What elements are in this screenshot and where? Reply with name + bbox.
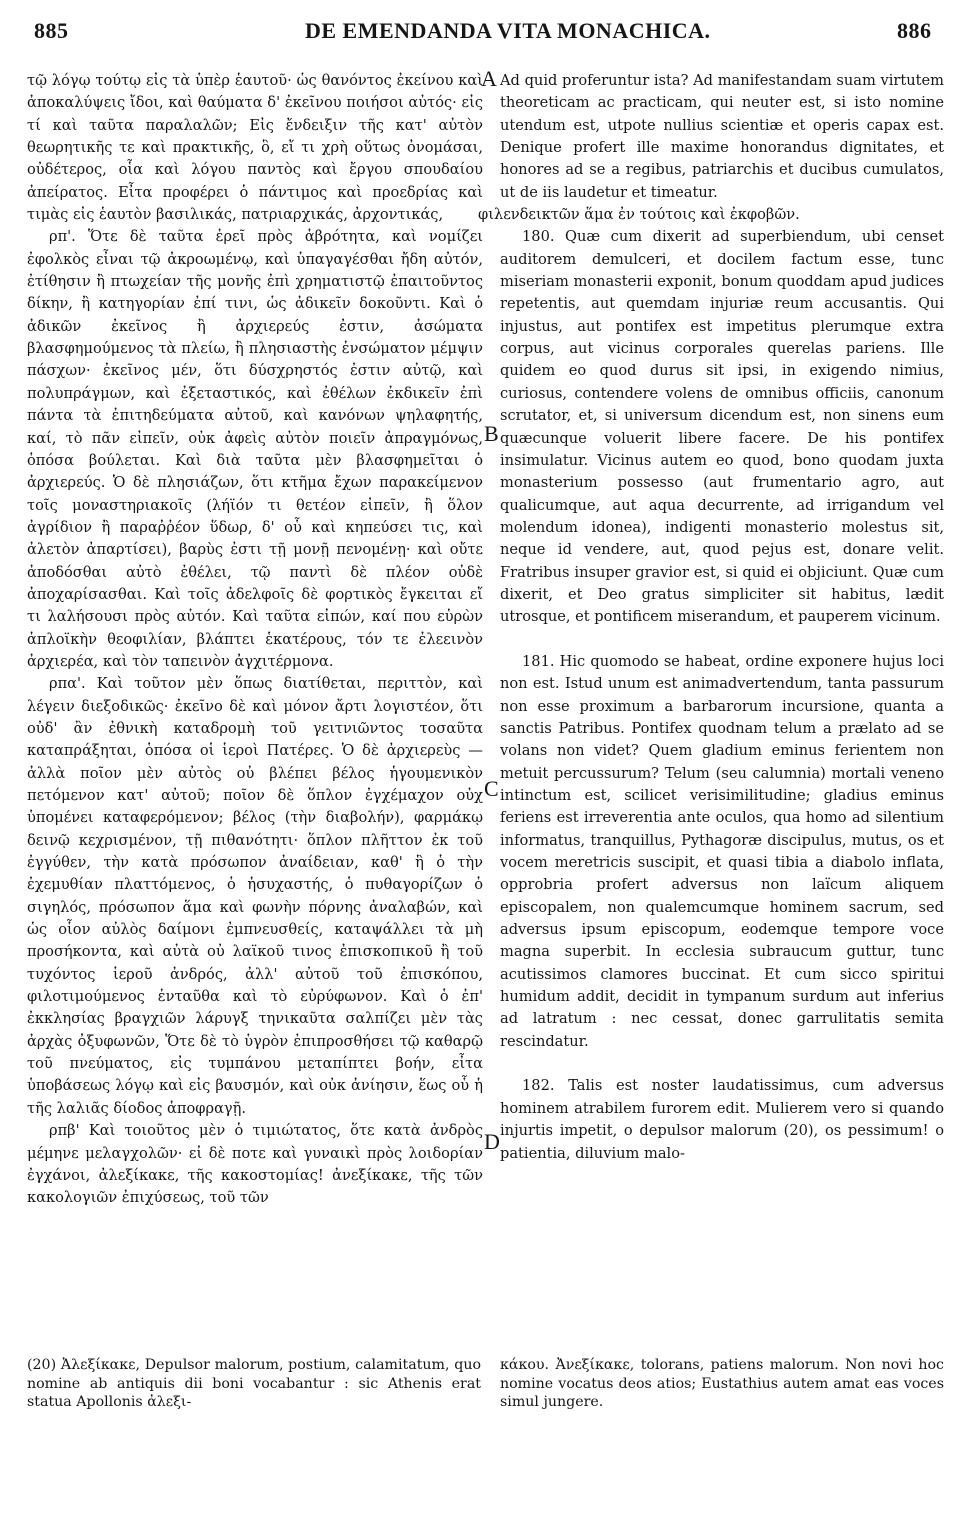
running-title: DE EMENDANDA VITA MONACHICA. [305, 18, 711, 43]
margin-letter-c: C [484, 776, 499, 801]
margin-letter-b: B [484, 421, 499, 446]
greek-paragraph-182: ρπβ' Καὶ τοιοῦτος μὲν ὁ τιμιώτατος, ὅτε κατὰ ἀνδρὸς μέμηνε μελαγχολῶν· εἰ δὲ ποτε καὶ γυναικὶ πρὸς λοιδορίαν ἐγχάνοι, ἀλεξίκακε, τῆς κακοστομίας! ἀνεξίκακε, τῆς τῶν κακολογιῶν ἐπιχύσεως, τοῦ τῶν [27, 1122, 483, 1207]
latin-paragraph-181: 181. Hic quomodo se habeat, ordine exponere hujus loci non est. Istud unum est animadvertendum, tanta passurum non esse proximum a barbarorum incursione, quanta a sanctis Patribus. Pontifex quodnam telum a prælato ad se volans non videt? Quem gladium eminus ferientem non metuit percussurum? Telum (seu calumnia) mortali veneno intinctum est, scilicet verisimilitudine; gladius eminus feriens est irreverentia ante oculos, qua homo ad silentium informatus, tranquillus, Pythagoræ discipulus, mutus, os et vocem meretricis suscipit, et quasi tibia a diabolo inflata, opprobria profert adversus non laïcum aliquem episcopalem, non qualemcumque hominem sacrum, sed adversus ipsum episcopum, eodemque tempore voce magna superbit. In ecclesia subraucum guttur, tunc acutissimos clamores buccinat. Et cum sicco spiritui humidum addit, decidit in tympanum surdum aut inferius ad latratum : nec cessat, donec garrulitatis semita rescindatur. [500, 652, 944, 1050]
latin-paragraph-182: 182. Talis est noster laudatissimus, cum adversus hominem atrabilem furorem edit. Mulierem vero si quando injurtis impetit, o depulsor malorum (20), os pessimum! o patientia, diluvium malo- [500, 1077, 944, 1162]
latin-column [478, 70, 944, 1165]
latin-paragraph-1: Ad quid proferuntur ista? Ad manifestandam suam virtutem theoreticam ac practicam, qui neuter est, si isto nomine utendum est, utpote nullius scientiæ et operis capax est. Denique profert ille maxime honorandus dignitates, et honores ad se a regibus, patriarchis et ducibus cumulatos, ut de iis laudetur et timeatur. [500, 72, 944, 201]
margin-letter-d: D [484, 1129, 500, 1154]
margin-letter-a: A [481, 66, 497, 91]
footnote-left: (20) Ἀλεξίκακε, Depulsor malorum, postium, calamitatum, quo nomine ab antiquis dii boni vocabantur : sic Athenis erat statua Apollonis ἀλεξι- [27, 1357, 481, 1410]
page-number-left: 885 [34, 18, 69, 43]
greek-paragraph-181: ρπα'. Καὶ τοῦτον μὲν ὅπως διατίθεται, περιττὸν, καὶ λέγειν διεξοδικῶς· ἐκεῖνο δὲ καὶ μόνον ἄρτι λογιστέον, ὅτι οὐδ' ἂν ἐθνικὴ καταδρομὴ τοῦ γειτνιῶντος τοσαῦτα καταπράξηται, ὁπόσα οἱ ἱεροὶ Πατέρες. Ὁ δὲ ἀρχιερεὺς — ἀλλὰ ποῖον μὲν αὐτὸς οὐ βλέπει βέλος ἡγουμενικὸν πετόμενον κατ' αὐτοῦ; ποῖον δὲ ὅπλον ἐγχέμαχον οὐχ ὑπομένει καταφερόμενον; βέλος (τὴν διαβολήν), φαρμάκῳ δεινῷ κεχρισμένον, τῇ πιθανότητι· ὅπλον πλῆττον ἐκ τοῦ ἐγγύθεν, τὴν κατὰ πρόσωπον ἀναίδειαν, καθ' ἣ ὁ τὴν ἐχεμυθίαν πλαττόμενος, ὁ ἡσυχαστής, ὁ πυθαγορίζων ὁ σιγηλός, πρόσωπον ἅμα καὶ φωνὴν πόρνης ἀναλαβών, καὶ ὡς οἷον αὐλὸς δαίμονι ἐμπνευσθείς, καταψάλλει τὰ μὴ προσήκοντα, καὶ αὐτὰ οὐ λαϊκοῦ τινος ἐπισκοπικοῦ ἢ τοῦ τυχόντος ἱεροῦ ἀνδρός, ἀλλ' αὐτοῦ τοῦ ἐπισκόπου, φιλοτιμούμενος ἐνταῦθα καὶ τὸ εὐρύφωνον. Καὶ ὁ ἐπ' ἐκκλησίας βραγχιῶν λάρυγξ τηνικαῦτα σαλπίζει μὲν τὰς ἀρχὰς ὀξυφωνῶν, Ὅτε δὲ τὸ ὑγρὸν ἐπιπροσθήσει τῷ καθαρῷ τοῦ πνεύματος, εἰς τυμπάνου μεταπίπτει βοήν, εἶτα ὑποβάσεως λόγῳ καὶ εἰς βαυσμόν, καὶ οὐκ ἀνίησιν, ἕως οὗ ἡ τῆς λαλιᾶς δίοδος ἀποφραγῇ. [27, 675, 483, 1117]
latin-greek-quote: φιλενδεικτῶν ἅμα ἐν τούτοις καὶ ἐκφοβῶν. [478, 206, 800, 224]
greek-paragraph-180: ρπ'. Ὅτε δὲ ταῦτα ἐρεῖ πρὸς ἁβρότητα, καὶ νομίζει ἐφολκὸς εἶναι τῷ ἀκροωμένῳ, καὶ ὑπαγαγέσθαι ἤδη αὐτόν, ἐτίθησιν ἢ πτωχείαν τῆς μονῆς ἐπὶ χρηματιστῷ ἐπαιτοῦντος δίκην, ἢ κατηγορίαν ἐπί τινι, ὡς ἀδικεῖν δοκοῦντι. Καὶ ὁ ἀδικῶν ἐκεῖνος ἢ ἀρχιερεύς ἐστιν, ἀσώματα βλασφημούμενος τὰ πλείω, ἢ πλησιαστὴς ἐνσώματον μέμψιν πάσχων· ἐκεῖνος μέν, ὅτι δύσχρηστός ἐστιν αὐτῷ, καὶ πολυπράγμων, καὶ ἐξεταστικός, καὶ ἐθέλων ἐκδικεῖν ἐπὶ πάντα τὰ ἐπιτηδεύματα αὐτοῦ, καὶ κανόνων ψηλαφητής, καί, τὸ πᾶν εἰπεῖν, οὐκ ἀφεὶς αὐτὸν ποιεῖν ἀπραγμόνως, ὁπόσα βούλεται. Καὶ διὰ ταῦτα μὲν βλασφημεῖται ὁ ἀρχιερεύς. Ὁ δὲ πλησιάζων, ὅτι κτῆμα ἔχων παρακείμενον τοῖς μοναστηριακοῖς (λήϊόν τι θετέον εἰπεῖν, ἢ ὅλον ἀγρίδιον ἢ παραῤῥέον ὕδωρ, δ' οὗ καὶ κηπεύσει τις, καὶ ἀλετὸν ἀπαρτίσει), βαρὺς ἐστι τῇ μονῇ πενομένῃ· καὶ οὔτε ἀποδόσθαι αὐτὸ ἐθέλει, τῷ παντὶ δὲ πλέον οὐδὲ ἀποχαρίσασθαι. Καὶ τοῖς ἀδελφοῖς δὲ φορτικὸς ἔγκειται εἴ τι λαλήσουσι πρὸς αὐτόν. Καὶ ταῦτα εἰπών, καί που εὑρὼν ἁπλοϊκὴν θεοφιλίαν, βλάπτει ἑκατέρους, τόν τε ἐλεεινὸν ἀρχιερέα, καὶ τὸν ταπεινὸν ἀγχιτέρμονα. [27, 228, 483, 670]
greek-paragraph-1: τῷ λόγῳ τούτῳ εἰς τὰ ὑπὲρ ἑαυτοῦ· ὡς θανόντος ἐκείνου καὶ ἀποκαλύψεις ἴδοι, καὶ θαύματα δ' ἐκεῖνου ποιήσοι αὐτός· εἰς τί καὶ ταῦτα παραλαλῶν; Εἰς ἔνδειξιν τῆς κατ' αὐτὸν θεωρητικῆς τε καὶ πρακτικῆς, ὃ, εἴ τι χρὴ οὕτως ὀνομάσαι, οὐδέτερος, οἷα καὶ λόγου παντὸς καὶ ἔργου σπουδαίου ἀπείρατος. Εἶτα προφέρει ὁ πάντιμος καὶ προεδρίας καὶ τιμὰς εἰς ἑαυτὸν βασιλικάς, πατριαρχικάς, ἀρχοντικάς, [27, 72, 483, 224]
greek-column [27, 70, 483, 1210]
latin-paragraph-180: 180. Quæ cum dixerit ad superbiendum, ubi censet auditorem demulceri, et docilem factum esse, tunc miseriam monasterii exponit, bonum quoddam apud judices repetentis, aut quemdam injuriæ reum accusantis. Qui injustus, aut pontifex est impetitus plerumque extra corpus, aut vicinus corporales querelas pariens. Ille quidem eo quod durus sit ipsi, in exigendo nimius, curiosus, contendere volens de omnibus officiis, canonum scrutator, et, si universum dicendum est, non sinens eum quæcunque voluerit libere facere. De his pontifex insimulatur. Vicinus autem eo quod, bono quodam juxta monasterium possesso (aut frumentario agro, aut qualicumque, aut aqua decurrente, ad irrigandum vel molendum idonea), indigenti monasterio molestus sit, neque id vendere, aut, quod pejus est, donare velit. Fratribus insuper gravior est, si quid ei objiciunt. Quæ cum dixerit, et Deo gratus simpliciter sit habitus, lædit utrosque, et pontificem miserandum, et pauperem vicinum. [500, 228, 944, 626]
page-number-right: 886 [897, 18, 932, 43]
footnote-right: κάκου. Ἀνεξίκακε, tolorans, patiens malorum. Non novi hoc nomine vocatus deos atios; Eustathius autem amat eas voces simul jungere. [500, 1357, 944, 1410]
